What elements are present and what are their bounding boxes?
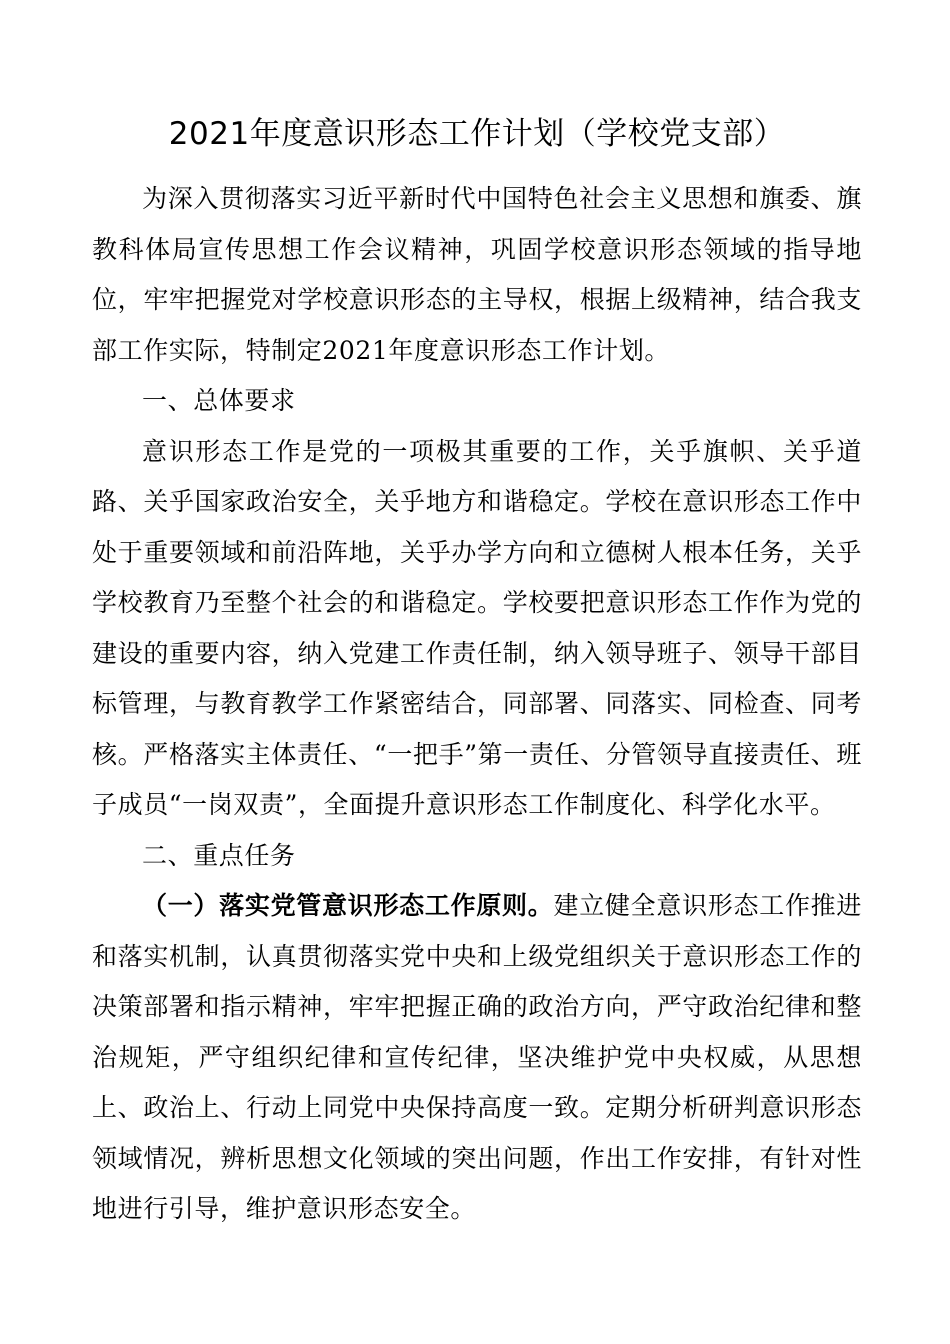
intro-paragraph: 为深入贯彻落实习近平新时代中国特色社会主义思想和旗委、旗教科体局宣传思想工作会议精神，巩固学校意识形态领域的指导地位，牢牢把握党对学校意识形态的主导权，根据上级精神，结合我支部工作实际，特制定2021年度意识形态工作计划。	[92, 184, 862, 365]
section-2-heading: 二、重点任务	[142, 840, 296, 870]
section-2-item-1-lead: （一）落实党管意识形态工作原则。	[142, 891, 554, 920]
section-2-item-1-body: 建立健全意识形态工作推进和落实机制，认真贯彻落实党中央和上级党组织关于意识形态工作的决策部署和指示精神，牢牢把握正确的政治方向，严守政治纪律和整治规矩，严守组织纪律和宣传纪律，坚决维护党中央权威，从思想上、政治上、行动上同党中央保持高度一致。定期分析研判意识形态领域情况，辨析思想文化领域的突出问题，作出工作安排，有针对性地进行引导，维护意识形态安全。	[92, 891, 862, 1223]
section-2-item-1-paragraph	[92, 881, 862, 1235]
section-1-paragraph: 意识形态工作是党的一项极其重要的工作，关乎旗帜、关乎道路、关乎国家政治安全，关乎地方和谐稳定。学校在意识形态工作中处于重要领域和前沿阵地，关乎办学方向和立德树人根本任务，关乎学校教育乃至整个社会的和谐稳定。学校要把意识形态工作作为党的建设的重要内容，纳入党建工作责任制，纳入领导班子、领导干部目标管理，与教育教学工作紧密结合，同部署、同落实、同检查、同考核。严格落实主体责任、“一把手”第一责任、分管领导直接责任、班子成员“一岗双责”，全面提升意识形态工作制度化、科学化水平。	[92, 436, 862, 819]
section-1-heading: 一、总体要求	[142, 386, 296, 415]
document-title: 2021年度意识形态工作计划（学校党支部）	[168, 116, 786, 152]
document-page	[92, 112, 862, 1235]
